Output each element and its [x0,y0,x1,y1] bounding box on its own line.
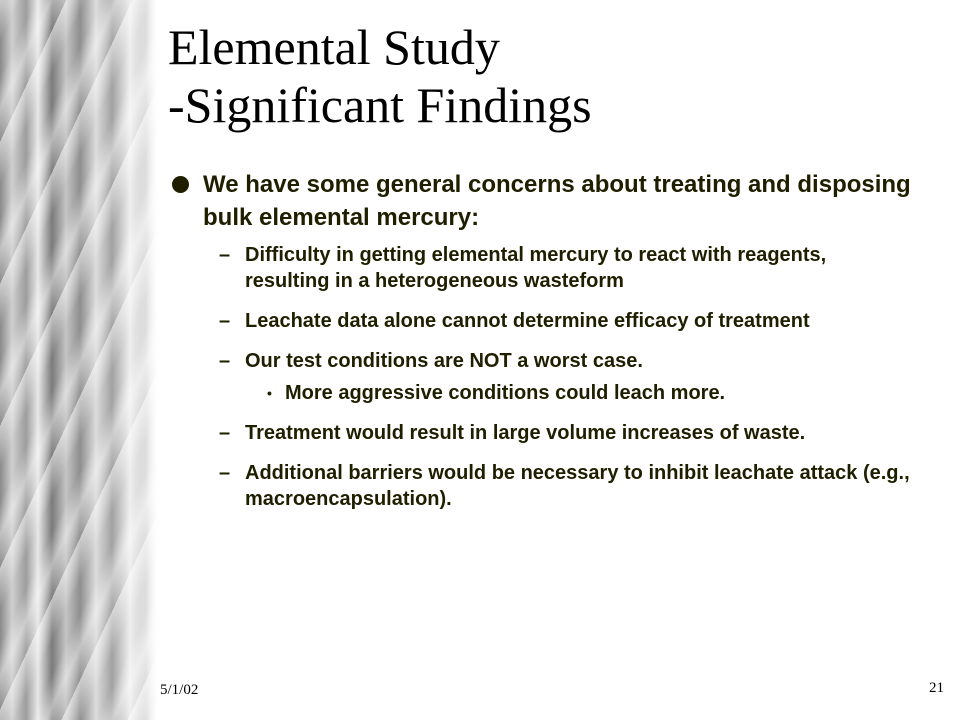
main-bullet-text: We have some general concerns about treating and disposing bulk elemental mercury: [203,171,911,231]
sub-bullet-text: Treatment would result in large volume increases of waste. [245,422,806,444]
bullet-dot-icon [172,176,189,193]
decorative-side-bar [0,0,160,720]
sub-bullet-3 [219,348,912,374]
main-bullet [172,168,912,234]
dash-marker: – [219,422,231,444]
sub-bullet-4 [219,420,912,446]
sub-bullet-text: Our test conditions are NOT a worst case. [245,350,643,372]
sub-bullet-text: Additional barriers would be necessary to inhibit leachate attack (e.g., macroencapsulation). [245,462,910,510]
sub-sub-bullet-text: More aggressive conditions could leach more. [285,382,726,404]
sub-sub-bullet [267,380,912,406]
sub-bullet-5 [219,460,912,512]
dash-marker: – [219,244,231,266]
slide-title-line-1: Elemental Study [168,19,500,75]
dash-marker: – [219,462,231,484]
slide-title [168,18,928,134]
dash-marker: – [219,350,231,372]
sub-bullet-2 [219,308,912,334]
sub-bullet-text: Leachate data alone cannot determine efficacy of treatment [245,310,810,332]
slide-content [172,168,912,526]
sub-bullet-1 [219,242,912,294]
page-number: 21 [929,680,944,696]
dash-marker: – [219,310,231,332]
sub-bullet-text: Difficulty in getting elemental mercury to react with reagents, resulting in a heterogeneous wasteform [245,244,827,292]
small-bullet-icon: • [267,385,272,401]
footer-date: 5/1/02 [160,682,199,698]
slide-title-line-2: -Significant Findings [168,77,592,133]
